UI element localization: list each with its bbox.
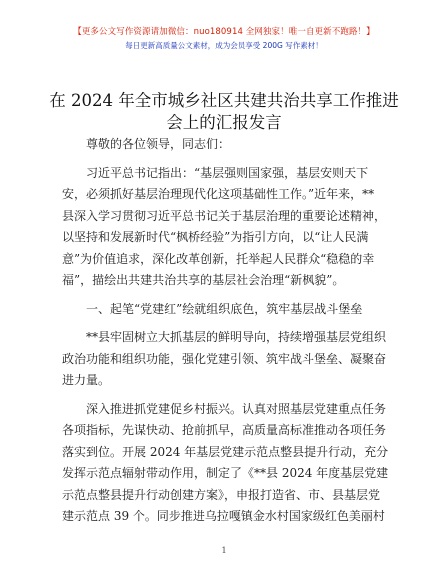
body-paragraph-1: [62, 163, 392, 292]
document-title-line-1: 在 2024 年全市城乡社区共建共治共享工作推进: [49, 91, 399, 110]
promo-banner-line-2: 每日更新高质量公文素材，成为会员享受 200G 写作素材！: [125, 41, 323, 50]
paragraph-line: 落实到位。开展 2024 年基层党建示范点整县提升行动，充分: [62, 444, 389, 459]
paragraph-line: 进力量。: [62, 373, 111, 387]
salutation: [62, 134, 392, 156]
body-paragraph-3: [62, 399, 392, 528]
paragraph-line: 安，必须抓好基层治理现代化这项基础性工作。”近年来，**: [62, 187, 375, 201]
salutation-text: 尊敬的各位领导，同志们：: [86, 137, 231, 151]
document-title: [40, 90, 408, 134]
paragraph-line: 发挥示范点辐射带动作用，制定了《**县 2024 年度基层党建: [62, 466, 389, 480]
paragraph-line: 福”，描绘出共建共治共享的基层社会治理“新枫貌”。: [62, 273, 345, 287]
document-body: [62, 134, 392, 528]
paragraph-line: **县牢固树立大抓基层的鲜明导向，持续增强基层党组织: [86, 330, 387, 344]
paragraph-line: 建示范点 39 个。同步推进乌拉嘎镇金水村国家级红色美丽村: [62, 509, 385, 523]
body-paragraph-2: [62, 327, 392, 392]
page-number: 1: [221, 546, 227, 555]
paragraph-line: 示范点整县提升行动创建方案》，申报打造省、市、县基层党: [62, 487, 381, 502]
paragraph-line: 意”为价值追求，深化改革创新，托举起人民群众“稳稳的幸: [62, 251, 375, 266]
promo-banner-line-1: 【更多公文写作资源请加微信：nuo180914 全网独家！唯一自更新不跑路！】: [73, 27, 375, 37]
document-title-line-2: 会上的汇报发言: [166, 113, 282, 132]
section-heading-1: [62, 299, 392, 321]
paragraph-line: 习近平总书记指出：“基层强则国家强，基层安则天下: [86, 165, 369, 180]
promo-banner: [0, 25, 448, 51]
paragraph-line: 县深入学习贯彻习近平总书记关于基层治理的重要论述精神，: [62, 208, 387, 223]
section-heading-text: 一、起笔“党建红”绘就组织底色，筑牢基层战斗堡垒: [86, 301, 363, 316]
paragraph-line: 以坚持和发展新时代“枫桥经验”为指引方向，以“让人民满: [62, 230, 369, 244]
paragraph-line: 政治功能和组织功能，强化党建引领、筑牢战斗堡垒、凝聚奋: [62, 351, 387, 366]
paragraph-line: 深入推进抓党建促乡村振兴。认真对照基层党建重点任务: [86, 401, 387, 416]
paragraph-line: 各项指标，先谋快动、抢前抓早，高质量高标准推动各项任务: [62, 423, 387, 437]
